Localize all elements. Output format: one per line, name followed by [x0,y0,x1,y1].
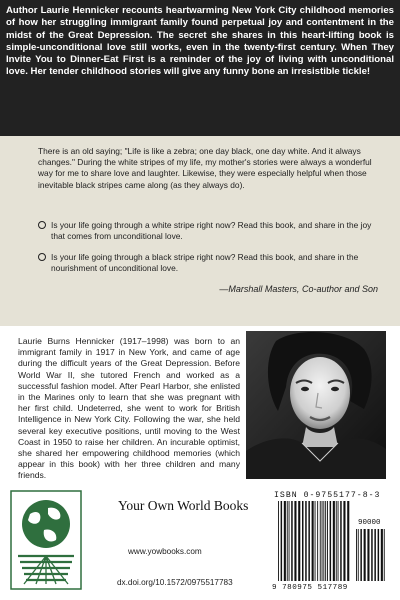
author-photo [246,331,386,479]
ean-number: 9 780975 517789 [272,584,348,592]
barcode-bar [347,501,349,581]
publisher-logo [10,490,82,590]
barcode-bar [360,529,362,581]
quote-panel [0,136,400,326]
barcode-bar [291,501,293,581]
barcode-bar [371,529,373,581]
barcode-bar [305,501,307,581]
barcode-bar [322,501,323,581]
author-bio: Laurie Burns Hennicker (1917–1998) was born to an immigrant family in 1917 in New York, and came of age during the difficult years of the Great Depression. Before World War II, she tutored French and worked as a successful fashion model. After Pearl Harbor, she enlisted in the Marines only to learn that she was pregnant with her first child. Undeterred, she went to work for British Intelligence in New York City. Following the war, she held several key executive positions, until moving to the West Coast in 1950 to raise her children. An incurable optimist, she shared her empowering childhood memories (which appear in this book) with her three children and many friends. [18,336,240,481]
barcode-bar [317,501,318,581]
price-addon-code: 90000 [358,519,381,527]
barcode-bar [340,501,342,581]
barcode-bar [367,529,369,581]
bullet-text: Is your life going through a white stripe right now? Read this book, and share in the joy that comes from unconditional love. [51,220,372,242]
quote-signature: —Marshall Masters, Co-author and Son [219,284,378,294]
bullet-circle-icon [38,253,46,261]
barcode-bar [356,529,357,581]
barcode-bar [308,501,310,581]
barcode-bar [323,501,324,581]
barcode-bar [381,529,383,581]
barcode-bar [287,501,288,581]
publisher-doi[interactable]: dx.doi.org/10.1572/0975517783 [117,578,233,587]
barcode-bar [284,501,286,581]
isbn-label: ISBN 0-9755177-8-3 [274,491,381,500]
barcode-bar [358,529,359,581]
barcode-bar [384,529,385,581]
barcode-bar [338,501,339,581]
zebra-quote: There is an old saying; "Life is like a zebra; one day black, one day white. And it always changes." During the white stripes of my life, my mother's stories were always a wonderful way for me to share love and laughter. Likewise, they were especially helpful when those inevitable black stripes came along (as they always do). [38,146,372,190]
isbn-barcode [270,489,392,595]
barcode-bar [294,501,296,581]
barcode-bar [278,501,279,581]
black-stripe-bullet [38,252,383,274]
intro-text: Author Laurie Hennicker recounts heartwarming New York City childhood memories of how her struggling immigrant family found perpetual joy and contentment in the midst of the Great Depression. The secret she shares in this heart-lifting book is simple-unconditional love still works, even in the twenty-first century. When They Invite You to Dinner-Eat First is a reminder of the joy of living with unconditional love. Her tender childhood stories will give any funny bone an irresistible tickle! [6,5,394,78]
publisher-name: Your Own World Books [118,498,249,513]
white-stripe-bullet [38,220,383,242]
barcode-bar [320,501,321,581]
barcode-bar [336,501,337,581]
barcode-bar [289,501,290,581]
barcode-bar [325,501,326,581]
barcode-bar [298,501,300,581]
barcode-bar [281,501,283,581]
barcode-bars [270,489,392,595]
barcode-bar [312,501,314,581]
barcode-bar [330,501,332,581]
bullet-text: Is your life going through a black stripe right now? Read this book, and share in the nourishment of unconditional love. [51,252,359,274]
intro-banner [0,0,400,136]
barcode-bar [378,529,380,581]
barcode-bar [315,501,316,581]
barcode-bar [327,501,328,581]
barcode-bar [343,501,345,581]
bullet-circle-icon [38,221,46,229]
publisher-url[interactable]: www.yowbooks.com [128,547,202,556]
barcode-bar [302,501,304,581]
barcode-bar [364,529,366,581]
barcode-bar [333,501,335,581]
barcode-bar [374,529,376,581]
